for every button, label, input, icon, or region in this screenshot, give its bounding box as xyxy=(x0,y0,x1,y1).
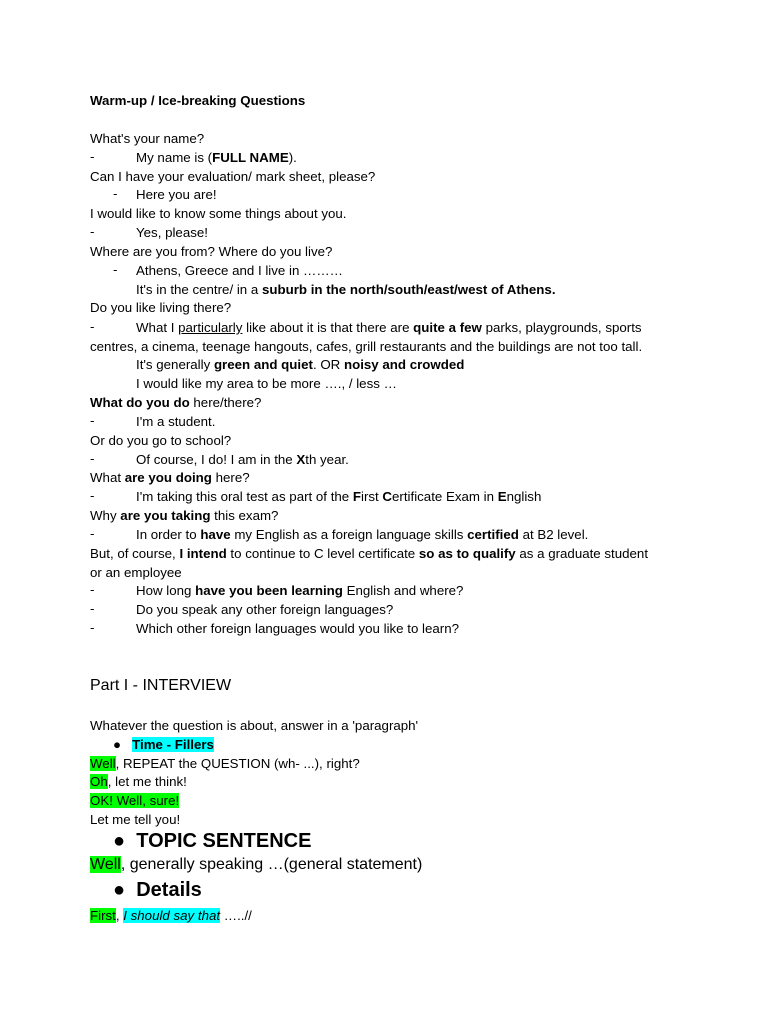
text-line: Can I have your evaluation/ mark sheet, please? xyxy=(90,169,376,184)
bullet-heading-details: ● Details xyxy=(113,879,202,901)
text-line: What's your name? xyxy=(90,131,205,146)
text-line: Oh, let me think! xyxy=(90,774,187,789)
text-line: What are you doing here? xyxy=(90,470,250,485)
text-line: I would like my area to be more …., / less … xyxy=(136,376,397,391)
text-line: Well, REPEAT the QUESTION (wh- ...), right? xyxy=(90,756,360,771)
text-line: or an employee xyxy=(90,565,182,580)
text-line: Here you are! xyxy=(136,187,217,202)
text-line: Where are you from? Where do you live? xyxy=(90,244,333,259)
text-line: OK! Well, sure! xyxy=(90,793,180,808)
text-line: It's generally green and quiet. OR noisy and crowded xyxy=(136,357,465,372)
bullet-icon: ● xyxy=(113,879,126,901)
dash: - xyxy=(90,601,95,616)
dash: - xyxy=(90,319,95,334)
text-line: Which other foreign languages would you like to learn? xyxy=(136,621,460,636)
text-line: Let me tell you! xyxy=(90,812,181,827)
text-line: What do you do here/there? xyxy=(90,395,262,410)
text-line: How long have you been learning English and where? xyxy=(136,583,464,598)
dash: - xyxy=(90,526,95,541)
text-line: I would like to know some things about you. xyxy=(90,206,347,221)
dash: - xyxy=(90,149,95,164)
dash: - xyxy=(90,620,95,635)
text-line: But, of course, I intend to continue to C level certificate so as to qualify as a graduate student xyxy=(90,546,649,561)
text-line: Of course, I do! I am in the Xth year. xyxy=(136,452,349,467)
section-heading-part1: Part I - INTERVIEW xyxy=(90,677,232,694)
text-line: Do you like living there? xyxy=(90,300,232,315)
text-line: centres, a cinema, teenage hangouts, cafes, grill restaurants and the buildings are not too tall. xyxy=(90,339,643,354)
text-line: I'm taking this oral test as part of the First Certificate Exam in English xyxy=(136,489,542,504)
text-line: I'm a student. xyxy=(136,414,216,429)
dash: - xyxy=(113,262,118,277)
text-line: My name is (FULL NAME). xyxy=(136,150,297,165)
text-line: Well, generally speaking …(general statement) xyxy=(90,856,423,873)
bullet-icon: ● xyxy=(113,737,122,752)
text-line: It's in the centre/ in a suburb in the north/south/east/west of Athens. xyxy=(136,282,556,297)
text-line: Or do you go to school? xyxy=(90,433,232,448)
bullet-item: ● Time - Fillers xyxy=(113,737,214,752)
text-line: In order to have my English as a foreign language skills certified at B2 level. xyxy=(136,527,589,542)
dash: - xyxy=(90,451,95,466)
doc-title: Warm-up / Ice-breaking Questions xyxy=(90,93,306,108)
dash: - xyxy=(90,488,95,503)
text-line: Yes, please! xyxy=(136,225,208,240)
text-line: First, I should say that …..// xyxy=(90,908,252,923)
dash: - xyxy=(90,413,95,428)
text-line: Athens, Greece and I live in ……… xyxy=(136,263,343,278)
bullet-heading-topic: ● TOPIC SENTENCE xyxy=(113,830,312,852)
text-line: Why are you taking this exam? xyxy=(90,508,279,523)
text-line: Whatever the question is about, answer in a 'paragraph' xyxy=(90,718,419,733)
text-line: What I particularly like about it is that there are quite a few parks, playgrounds, sports xyxy=(136,320,642,335)
text-line: Do you speak any other foreign languages? xyxy=(136,602,394,617)
dash: - xyxy=(90,582,95,597)
dash: - xyxy=(90,224,95,239)
dash: - xyxy=(113,186,118,201)
bullet-icon: ● xyxy=(113,830,126,852)
